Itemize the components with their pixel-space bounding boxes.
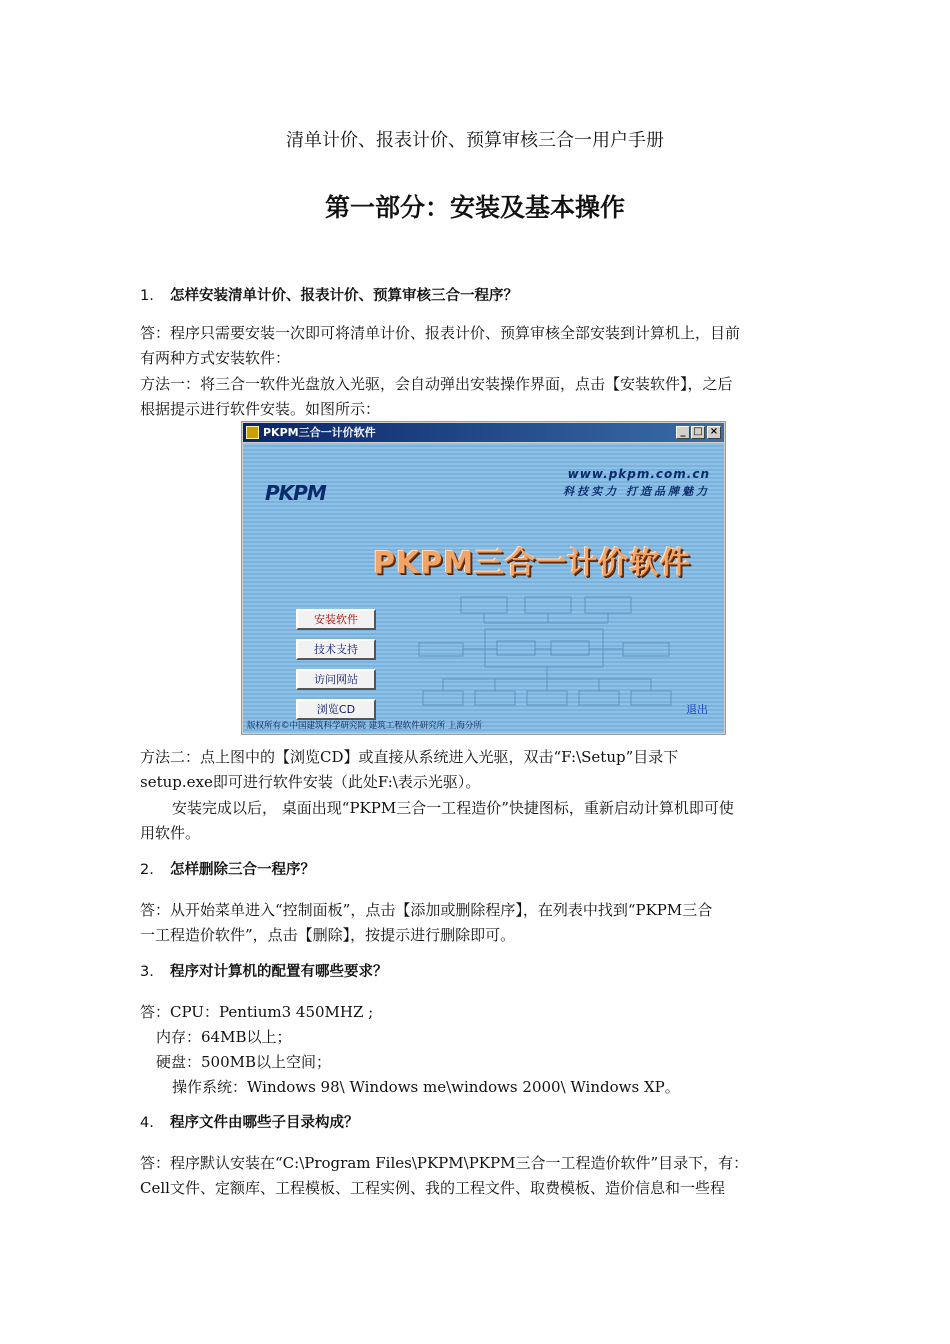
minimize-button[interactable]: _: [676, 426, 690, 439]
window-title: PKPM三合一计价软件: [263, 426, 376, 439]
question-heading: 程序文件由哪些子目录构成？: [170, 1115, 359, 1131]
answer-1-line-2: 有两种方式安装软件：: [140, 349, 291, 367]
app-icon: [246, 426, 259, 439]
part-title: 第一部分：安装及基本操作: [324, 193, 625, 222]
slogan: 科技实力 打造品牌魅力: [563, 485, 710, 498]
answer-2-line-2: 一工程造价软件”，点击【删除】，按提示进行删除即可。: [140, 926, 516, 944]
question-2: [140, 858, 315, 879]
installer-window: [241, 421, 726, 735]
close-button[interactable]: ×: [707, 426, 721, 439]
question-number: 4.: [140, 1115, 154, 1131]
copyright-text: 版权所有©中国建筑科学研究院 建筑工程软件研究所 上海分所: [247, 721, 482, 731]
question-1: [140, 284, 518, 305]
question-4: [140, 1111, 359, 1132]
pkpm-logo: PKPM: [265, 481, 326, 505]
install-software-button[interactable]: 安装软件: [296, 609, 376, 630]
website-url: www.pkpm.com.cn: [567, 467, 710, 481]
disk-requirement: 硬盘：500MB以上空间；: [156, 1053, 332, 1071]
answer-1-line-1: 答：程序只需要安装一次即可将清单计价、报表计价、预算审核全部安装到计算机上，目前: [140, 324, 741, 342]
cpu-requirement: 答：CPU：Pentium3 450MHZ ;: [140, 1003, 374, 1021]
question-number: 3.: [140, 964, 154, 980]
method-1-line-1: 方法一：将三合一软件光盘放入光驱，会自动弹出安装操作界面，点击【安装软件】，之后: [140, 375, 733, 393]
method-2-line-2: setup.exe即可进行软件安装（此处F:\表示光驱）。: [140, 773, 481, 791]
document-title: 清单计价、报表计价、预算审核三合一用户手册: [286, 130, 664, 151]
banner-title: PKPM三合一计价软件: [373, 546, 692, 581]
flow-diagram-graphic: [413, 593, 683, 723]
browse-cd-button[interactable]: 浏览CD: [296, 699, 376, 720]
question-3: [140, 960, 388, 981]
title-bar: [243, 423, 724, 442]
installer-content: [243, 443, 724, 733]
exit-link[interactable]: 退出: [686, 703, 708, 716]
answer-2-line-1: 答：从开始菜单进入“控制面板”，点击【添加或删除程序】，在列表中找到“PKPM三合: [140, 901, 713, 919]
answer-4-line-2: Cell文件、定额库、工程模板、工程实例、我的工程文件、取费模板、造价信息和一些程: [140, 1179, 725, 1197]
method-1-line-2: 根据提示进行软件安装。如图所示：: [140, 400, 381, 418]
question-heading: 程序对计算机的配置有哪些要求？: [170, 964, 388, 980]
answer-4-line-1: 答：程序默认安装在“C:\Program Files\PKPM\PKPM三合一工程造价软件”目录下，有：: [140, 1154, 749, 1172]
question-number: 2.: [140, 862, 154, 878]
question-number: 1.: [140, 288, 154, 304]
memory-requirement: 内存：64MB以上；: [156, 1028, 292, 1046]
maximize-button[interactable]: □: [691, 426, 705, 439]
question-heading: 怎样删除三合一程序？: [170, 862, 315, 878]
os-requirement: 操作系统：Windows 98\ Windows me\windows 2000\ Windows XP。: [172, 1078, 680, 1096]
question-heading: 怎样安装清单计价、报表计价、预算审核三合一程序？: [170, 288, 518, 304]
method-2-line-1: 方法二：点上图中的【浏览CD】或直接从系统进入光驱，双击“F:\Setup”目录下: [140, 748, 679, 766]
visit-website-button[interactable]: 访问网站: [296, 669, 376, 690]
after-install-line-2: 用软件。: [140, 824, 201, 842]
tech-support-button[interactable]: 技术支持: [296, 639, 376, 660]
after-install-line-1: 安装完成以后， 桌面出现“PKPM三合一工程造价”快捷图标，重新启动计算机即可使: [172, 799, 734, 817]
